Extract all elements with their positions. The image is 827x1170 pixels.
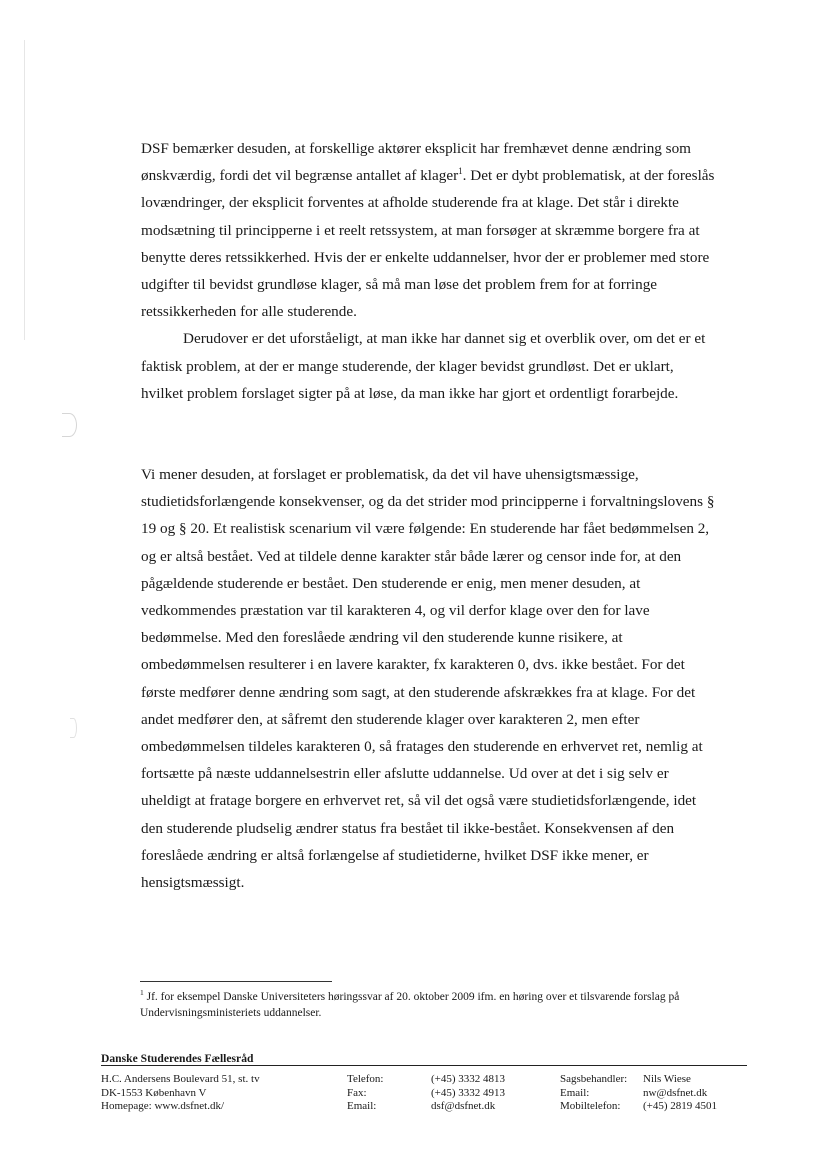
handler-label: Sagsbehandler: <box>560 1073 628 1085</box>
address-line: DK-1553 København V <box>101 1086 207 1099</box>
phone-value: (+45) 3332 4813 <box>431 1073 506 1085</box>
footer-handler-values <box>643 1073 717 1114</box>
body-paragraph-1 <box>141 135 716 407</box>
punch-hole-mark <box>62 413 77 437</box>
footer-handler-labels <box>560 1073 627 1114</box>
footnote-reference: 1 <box>458 166 463 177</box>
footnote-marker: 1 <box>140 988 144 998</box>
email-link[interactable]: dsf@dsfnet.dk <box>431 1100 496 1112</box>
footer-contact-values <box>431 1073 505 1114</box>
paragraph-text-part: . Det er dybt problematisk, at der foreslås lovændringer, der eksplicit forventes at afholde studerende fra at klage. Det står i direkte modsætning til principperne i et reelt retssystem, at man forsøger at skræmme borgere fra at benytte deres retssikkerhed. Hvis der er enkelte uddannelser, hvor der er problemer med store udgifter til bevidst grundløse klager, så må man løse det problem frem for at forringe retssikkerheden for alle studerende. <box>141 167 715 321</box>
footer-organization: Danske Studerendes Fællesråd <box>101 1052 254 1065</box>
punch-hole-mark <box>70 718 77 738</box>
paragraph-text <box>141 135 716 325</box>
paragraph-text: Vi mener desuden, at forslaget er problematisk, da det vil have uhensigtsmæssige, studietidsforlængende konsekvenser, og da det strider mod principperne i forvaltningslovens § 19 og § 20. Et realistisk scenarium vil være følgende: En studerende har fået bedømmelsen 2, og er altså bestået. Ved at tildele denne karakter står både lærer og censor inde for, at den pågældende studerende er bestået. Den studerende er enig, men mener desuden, at vedkommendes præstation var til karakteren 4, og vil derfor klage over den for lave bedømmelse. Med den foreslåede ændring vil den studerende kunne risikere, at ombedømmelsen resulterer i en lavere karakter, fx karakteren 0, dvs. ikke bestået. For det første medfører denne ændring som sagt, at den studerende afskrækkes fra at klage. For det andet medfører den, at såfremt den studerende klager over karakteren 2, men efter ombedømmelsen tildeles karakteren 0, så fratages den studerende en erhvervet ret, nemlig at fortsætte på næste uddannelsestrin eller afslutte uddannelse. Ud over at det i sig selv er uheldigt at fratage borgere en erhvervet ret, så vil det også være studietidsforlængende, idet den studerende pludselig ændrer status fra bestået til ikke-bestået. Konsekvensen af den foreslåede ændring er altså forlængelse af studietiderne, hvilket DSF ikke mener, er hensigtsmæssigt. <box>141 466 715 892</box>
fax-value: (+45) 3332 4913 <box>431 1086 506 1099</box>
address-line: H.C. Andersens Boulevard 51, st. tv <box>101 1073 260 1085</box>
footnote-text: Jf. for eksempel Danske Universiteters høringssvar af 20. oktober 2009 ifm. en høring over et tilsvarende forslag på Undervisningsministeriets uddannelser. <box>140 991 680 1019</box>
footer-divider <box>101 1065 747 1066</box>
homepage-link[interactable]: Homepage: www.dsfnet.dk/ <box>101 1100 225 1112</box>
body-paragraph-2 <box>141 461 716 896</box>
paragraph-continuation: Derudover er det uforståeligt, at man ikke har dannet sig et overblik over, om det er et faktisk problem, at der er mange studerende, der klager bevidst grundløst. Det er uklart, hvilket problem forslaget sigter på at løse, da man ikke har gjort et ordentligt forarbejde. <box>141 330 706 402</box>
scan-edge-line <box>24 40 25 340</box>
handler-name: Nils Wiese <box>643 1073 691 1085</box>
handler-email-link[interactable]: nw@dsfnet.dk <box>643 1086 708 1099</box>
email-label: Email: <box>347 1100 377 1112</box>
handler-email-label: Email: <box>560 1086 590 1099</box>
mobile-value: (+45) 2819 4501 <box>643 1100 718 1112</box>
footnote-divider <box>140 981 332 982</box>
phone-label: Telefon: <box>347 1073 384 1085</box>
mobile-label: Mobiltelefon: <box>560 1100 621 1112</box>
paragraph-text-part: DSF bemærker desuden, at forskellige aktører eksplicit har fremhævet denne ændring som ønskværdig, fordi det vil begrænse antallet af klager <box>141 140 691 185</box>
fax-label: Fax: <box>347 1086 367 1099</box>
footer-address-block <box>101 1073 260 1114</box>
footer-contact-labels <box>347 1073 384 1114</box>
footnote <box>140 989 720 1021</box>
